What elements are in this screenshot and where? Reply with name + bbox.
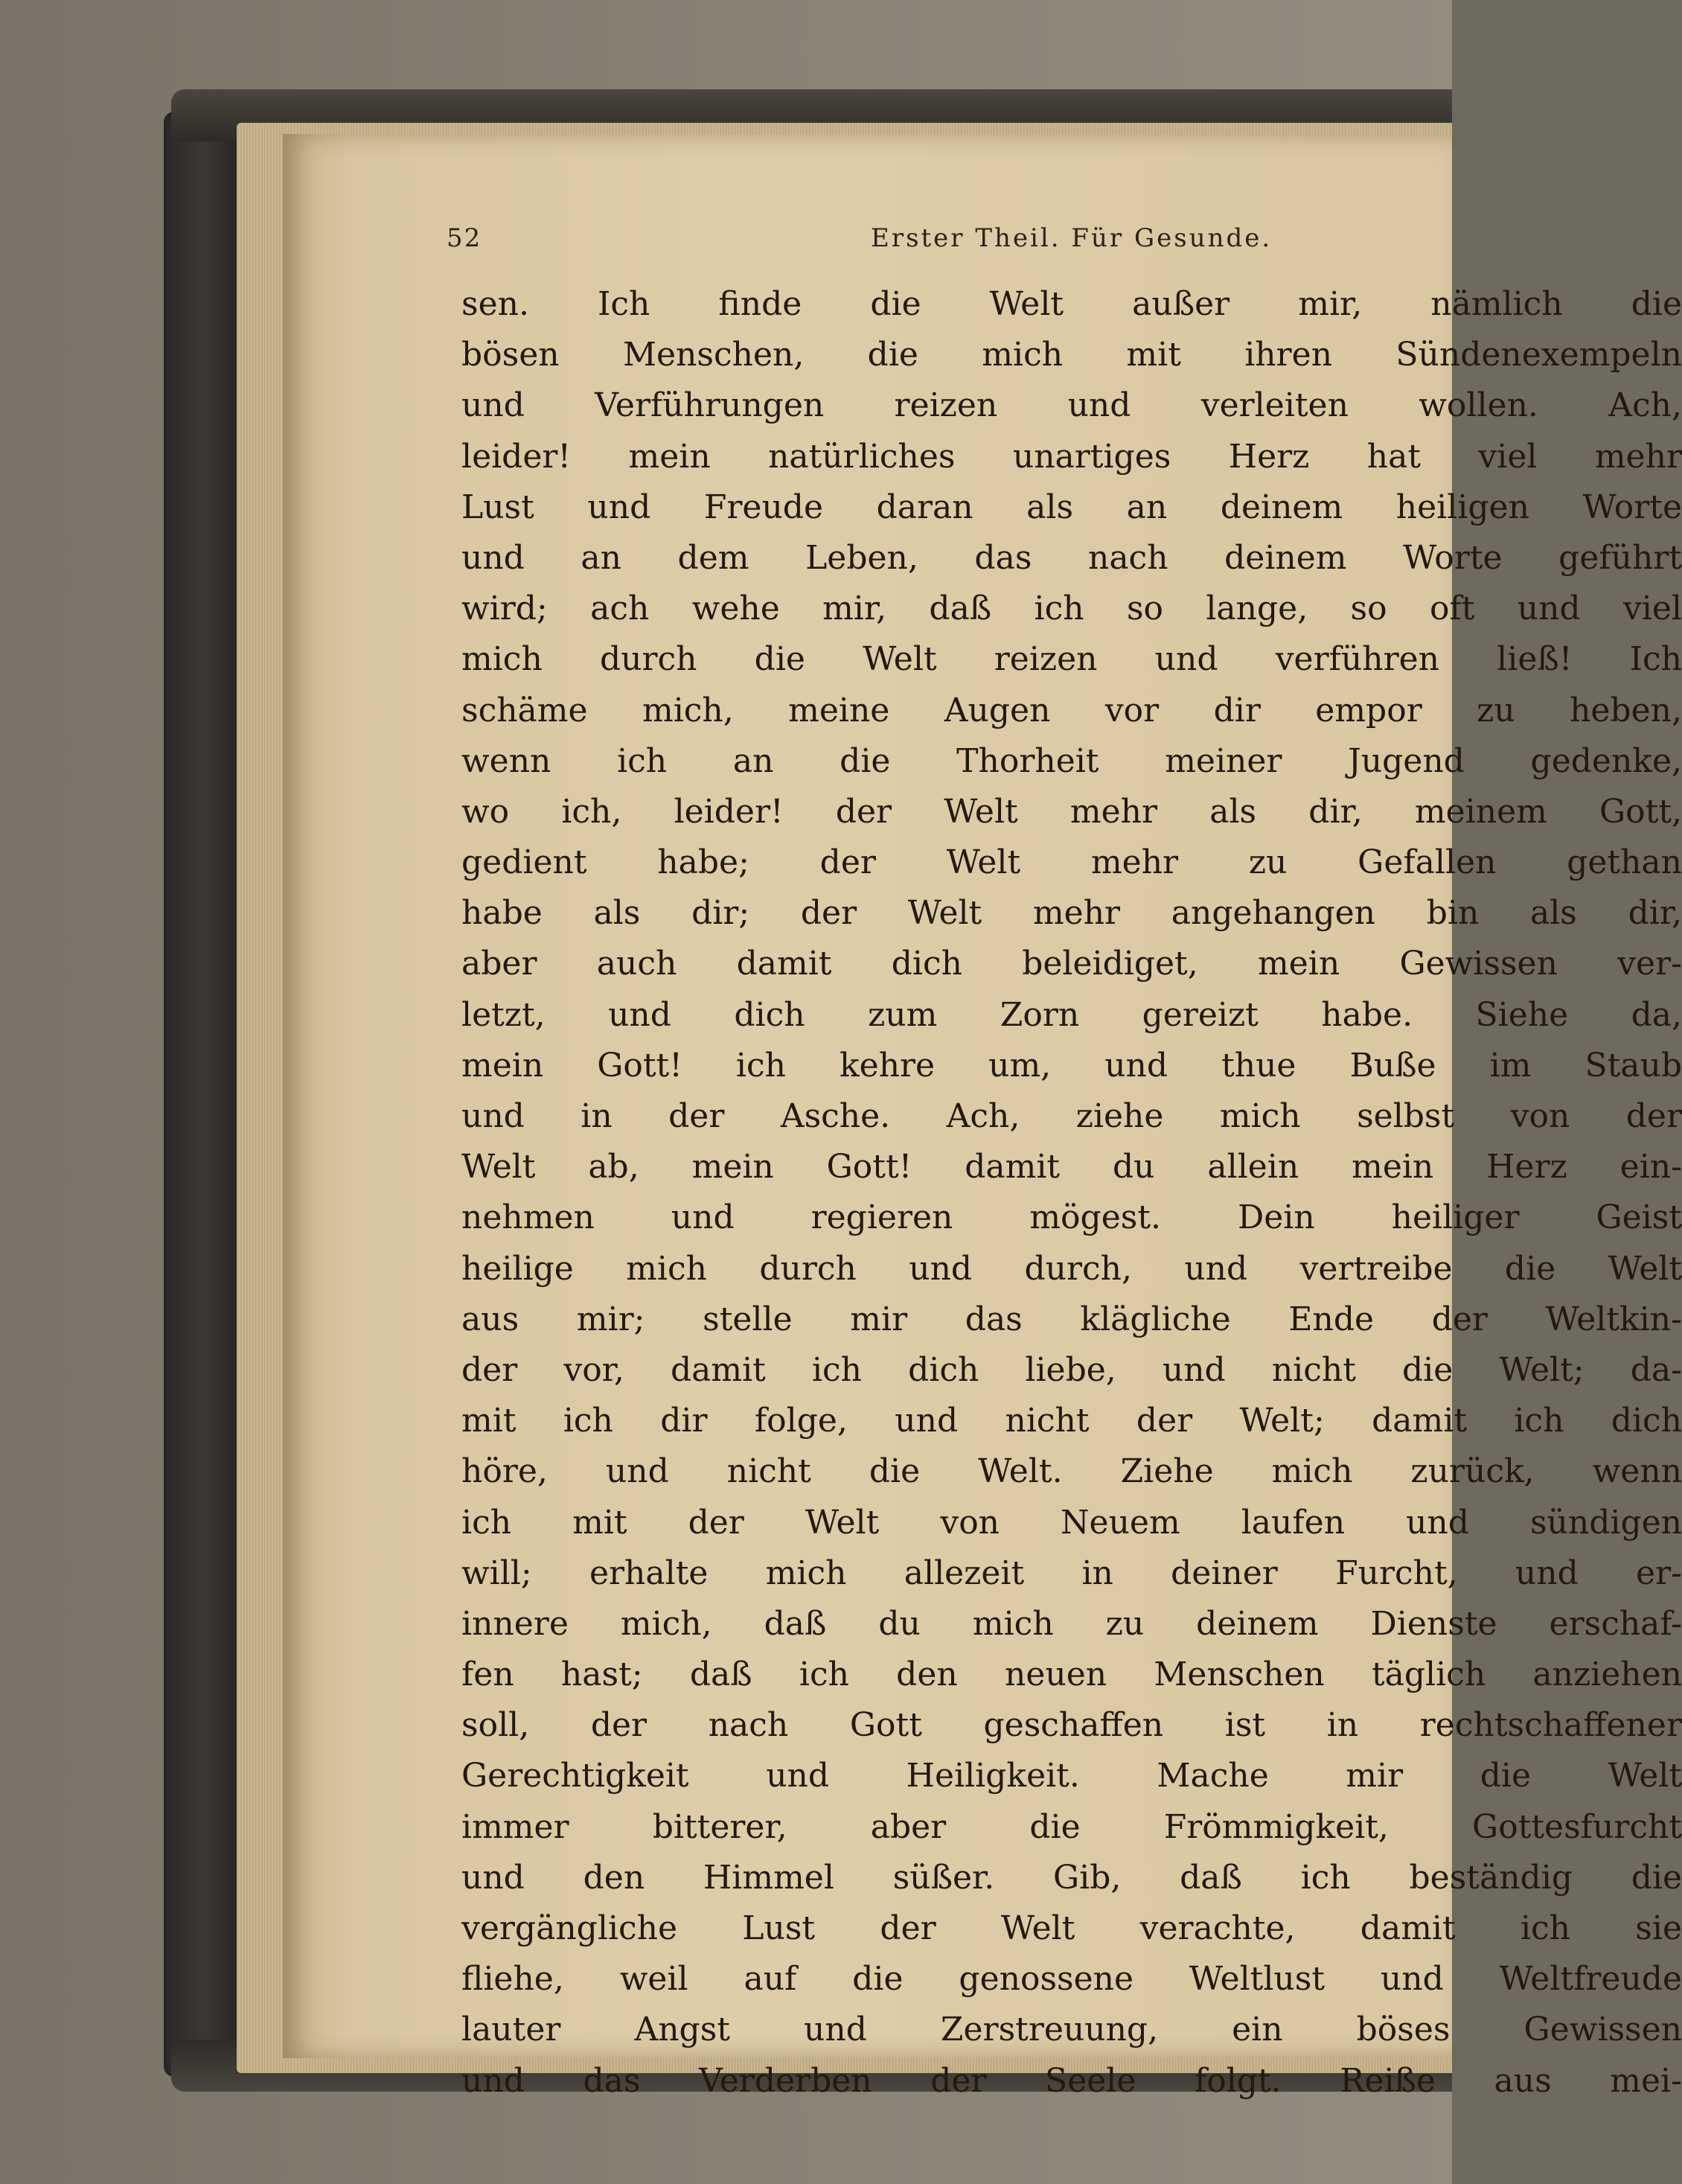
text-line: und den Himmel süßer. Gib, daß ich beständig die [461, 1858, 1682, 1897]
text-line: wo ich, leider! der Welt mehr als dir, meinem Gott, [461, 792, 1682, 831]
text-line: leider! mein natürliches unartiges Herz hat viel mehr [461, 437, 1682, 476]
text-line: bösen Menschen, die mich mit ihren Sündenexempeln [461, 336, 1682, 374]
text-line: sen. Ich finde die Welt außer mir, nämlich die [461, 285, 1682, 323]
text-line: habe als dir; der Welt mehr angehangen bin als dir, [461, 894, 1682, 933]
text-line: Gerechtigkeit und Heiligkeit. Mache mir die Welt [461, 1757, 1682, 1795]
page-header [447, 223, 1414, 268]
text-line: fen hast; daß ich den neuen Menschen täglich anziehen [461, 1655, 1682, 1694]
running-title: Erster Theil. Für Gesunde. [871, 223, 1273, 253]
book-page [283, 134, 1682, 2100]
text-line: letzt, und dich zum Zorn gereizt habe. Siehe da, [461, 995, 1682, 1034]
text-line: und das Verderben der Seele folgt. Reiße aus mei- [461, 2061, 1682, 2100]
text-line: heilige mich durch und durch, und vertreibe die Welt [461, 1249, 1682, 1288]
text-line: und in der Asche. Ach, ziehe mich selbst von der [461, 1097, 1682, 1135]
text-line: und Verführungen reizen und verleiten wollen. Ach, [461, 386, 1682, 425]
text-line: fliehe, weil auf die genossene Weltlust und Weltfreude [461, 1960, 1682, 1999]
text-line: aus mir; stelle mir das klägliche Ende der Weltkin- [461, 1300, 1682, 1338]
text-line: mein Gott! ich kehre um, und thue Buße im Staub [461, 1046, 1682, 1085]
text-line: wenn ich an die Thorheit meiner Jugend gedenke, [461, 741, 1682, 780]
text-line: immer bitterer, aber die Frömmigkeit, Gottesfurcht [461, 1807, 1682, 1846]
text-line: vergängliche Lust der Welt verachte, damit ich sie [461, 1909, 1682, 1947]
text-line: mit ich dir folge, und nicht der Welt; damit ich dich [461, 1402, 1682, 1440]
text-line: und an dem Leben, das nach deinem Worte geführt [461, 538, 1682, 577]
text-line: schäme mich, meine Augen vor dir empor zu heben, [461, 691, 1682, 729]
body-text [461, 279, 1682, 2107]
text-line: soll, der nach Gott geschaffen ist in rechtschaffener [461, 1706, 1682, 1745]
text-line: gedient habe; der Welt mehr zu Gefallen gethan [461, 843, 1682, 882]
page-number: 52 [447, 223, 482, 253]
text-line: mich durch die Welt reizen und verführen ließ! Ich [461, 640, 1682, 679]
text-line: aber auch damit dich beleidiget, mein Gewissen ver- [461, 945, 1682, 983]
text-line: ich mit der Welt von Neuem laufen und sündigen [461, 1503, 1682, 1542]
text-line: wird; ach wehe mir, daß ich so lange, so oft und viel [461, 590, 1682, 628]
text-line: höre, und nicht die Welt. Ziehe mich zurück, wenn [461, 1452, 1682, 1491]
text-line: der vor, damit ich dich liebe, und nicht die Welt; da- [461, 1350, 1682, 1389]
text-line: nehmen und regieren mögest. Dein heiliger Geist [461, 1198, 1682, 1237]
text-line: Lust und Freude daran als an deinem heiligen Worte [461, 488, 1682, 526]
text-line: innere mich, daß du mich zu deinem Dienste erschaf- [461, 1604, 1682, 1643]
text-line: will; erhalte mich allezeit in deiner Furcht, und er- [461, 1554, 1682, 1592]
text-line: Welt ab, mein Gott! damit du allein mein Herz ein- [461, 1148, 1682, 1187]
text-line: lauter Angst und Zerstreuung, ein böses Gewissen [461, 2011, 1682, 2049]
